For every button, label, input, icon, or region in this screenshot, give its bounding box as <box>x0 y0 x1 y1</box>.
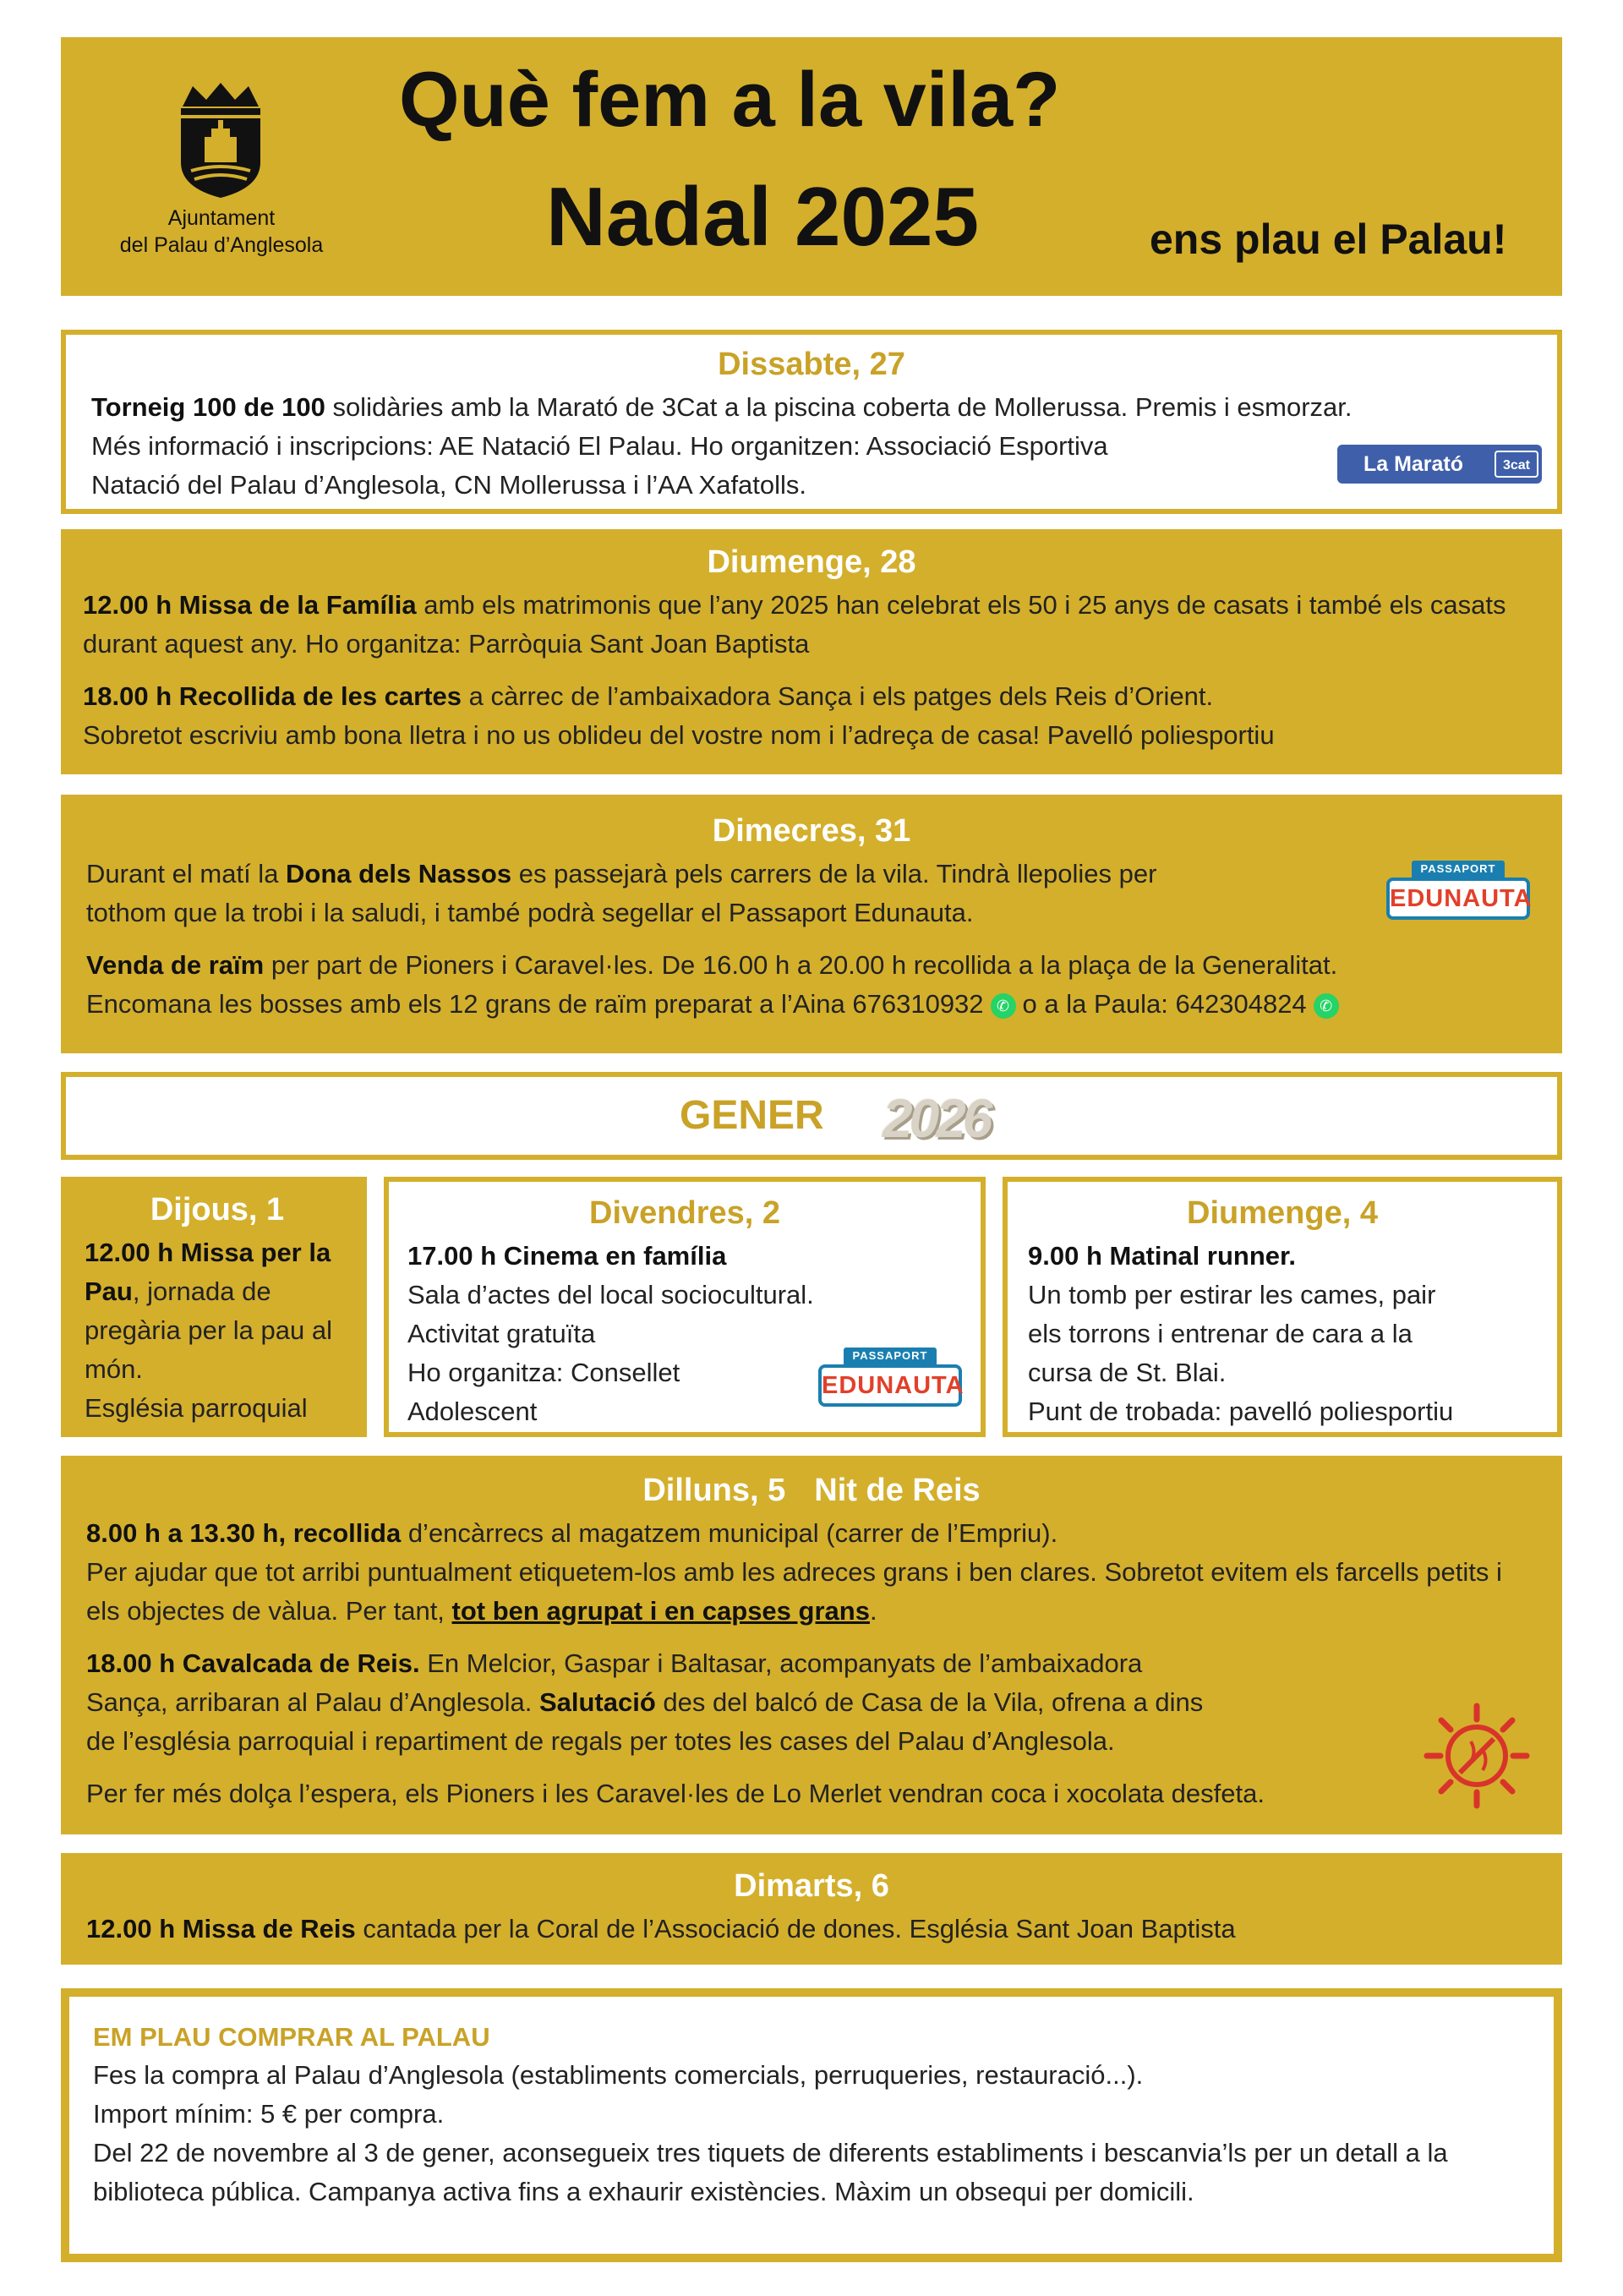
year-label: 2026 <box>883 1088 990 1149</box>
event-text <box>86 1644 1537 1683</box>
day-heading <box>86 1473 1537 1509</box>
event-info-line: Adolescent <box>407 1397 538 1426</box>
day-heading-extra: Nit de Reis <box>814 1473 981 1508</box>
event-description: des del balcó de Casa de la Vila, ofrena a dins <box>655 1687 1204 1717</box>
event-text <box>86 1683 1537 1722</box>
passaport-edunauta-logo <box>818 1348 965 1410</box>
shop-local-campaign <box>61 1988 1562 2262</box>
event-description: a càrrec de l’ambaixadora Sança i els patges dels Reis d’Orient. <box>462 681 1214 711</box>
day-heading: Dimecres, 31 <box>712 813 911 849</box>
event-description: per part de Pioners i Caravel·les. De 16.00 h a 20.00 h recollida a la plaça de la Generalitat. <box>264 950 1338 980</box>
event-dijous-1 <box>61 1177 367 1437</box>
event-diumenge-28 <box>61 529 1562 774</box>
event-info-line <box>86 985 1537 1024</box>
event-title: 12.00 h Missa per la Pau <box>85 1238 331 1306</box>
coat-of-arms-icon <box>174 81 267 200</box>
event-punctuation: . <box>869 1596 877 1626</box>
event-location: Església parroquial <box>85 1393 308 1423</box>
whatsapp-icon: ✆ <box>1314 993 1339 1019</box>
event-description: , jornada de pregària per la pau al món. <box>85 1276 332 1384</box>
event-info-line: Sobretot escriviu amb bona lletra i no us oblideu del vostre nom i l’adreça de casa! Pavelló poliesportiu <box>83 720 1275 750</box>
event-description: amb els matrimonis que l’any 2025 han celebrat els 50 i 25 anys de casats i també els casats durant aquest any. Ho organitza: Parròquia Sant Joan Baptista <box>83 590 1506 659</box>
event-text <box>83 586 1540 664</box>
la-marato-logo <box>1337 445 1542 484</box>
page-title: Què fem a la vila? <box>399 57 1061 143</box>
day-heading-date: Dilluns, 5 <box>642 1473 786 1508</box>
event-dimecres-31 <box>61 795 1562 1053</box>
event-title: Torneig 100 de 100 <box>91 392 325 422</box>
3cat-label: 3cat <box>1495 451 1538 478</box>
event-title: Dona dels Nassos <box>286 859 512 888</box>
event-title: 18.00 h Recollida de les cartes <box>83 681 462 711</box>
event-description: Sança, arribaran al Palau d’Anglesola. <box>86 1687 539 1717</box>
gluten-free-sun-icon <box>1422 1701 1532 1811</box>
event-info-line: Per fer més dolça l’espera, els Pioners i les Caravel·les de Lo Merlet vendran coca i xocolata desfeta. <box>86 1779 1265 1808</box>
event-info-line: els torrons i entrenar de cara a la <box>1028 1319 1413 1348</box>
passaport-edunauta-logo <box>1386 861 1533 923</box>
day-heading: Dijous, 1 <box>150 1192 285 1227</box>
event-text <box>86 1553 1537 1631</box>
event-text <box>91 388 1532 427</box>
event-highlight: tot ben agrupat i en capses grans <box>451 1596 870 1626</box>
event-info-line: Natació del Palau d’Anglesola, CN Mollerussa i l’AA Xafatolls. <box>91 470 807 500</box>
event-description: es passejarà pels carrers de la vila. Tindrà llepolies per <box>511 859 1157 888</box>
event-info-line: Activitat gratuïta <box>407 1319 596 1348</box>
event-info-line: Sala d’actes del local sociocultural. <box>407 1280 814 1309</box>
event-diumenge-4 <box>1003 1177 1562 1437</box>
event-info-line: tothom que la trobi i la saludi, i també podrà segellar el Passaport Edunauta. <box>86 898 974 927</box>
phone-paula: o a la Paula: 642304824 <box>1022 989 1307 1019</box>
event-title: Venda de raïm <box>86 950 265 980</box>
edunauta-label: EDUNAUTA <box>818 1364 962 1407</box>
page-subtitle: Nadal 2025 <box>545 170 980 263</box>
event-title: 17.00 h Cinema en família <box>407 1241 727 1271</box>
event-description: d’encàrrecs al magatzem municipal (carrer de l’Empriu). <box>401 1518 1058 1548</box>
event-text <box>86 1910 1537 1949</box>
event-title-line <box>407 1237 962 1276</box>
shop-local-inner <box>69 1997 1554 2254</box>
la-marato-label: La Marató <box>1363 452 1464 476</box>
phone-aina: Encomana les bosses amb els 12 grans de raïm preparat a l’Aina 676310932 <box>86 989 984 1019</box>
event-info-line: Ho organitza: Consellet <box>407 1358 680 1387</box>
event-info-line: Més informació i inscripcions: AE Natació El Palau. Ho organitzen: Associació Esportiva <box>91 431 1108 461</box>
event-title: 9.00 h Matinal runner. <box>1028 1241 1296 1271</box>
event-dissabte-27 <box>61 330 1562 514</box>
event-description: Per ajudar que tot arribi puntualment etiquetem-los amb les adreces grans i ben clares. Sobretot evitem els farcells petits i els objectes de vàlua. Per tant, <box>86 1557 1502 1626</box>
event-title: 12.00 h Missa de la Família <box>83 590 417 620</box>
event-text <box>86 946 1537 985</box>
edunauta-label: EDUNAUTA <box>1386 877 1530 920</box>
day-heading: Divendres, 2 <box>589 1195 780 1231</box>
day-heading: Diumenge, 28 <box>707 544 916 580</box>
event-text <box>83 677 1540 716</box>
event-description: Durant el matí la <box>86 859 287 888</box>
day-heading: Dissabte, 27 <box>718 347 905 382</box>
event-info-line: cursa de St. Blai. <box>1028 1358 1227 1387</box>
event-description: cantada per la Coral de l’Associació de dones. Església Sant Joan Baptista <box>355 1914 1236 1943</box>
campaign-title: EM PLAU COMPRAR AL PALAU <box>93 2022 490 2052</box>
event-title: 12.00 h Missa de Reis <box>86 1914 356 1943</box>
event-text <box>86 855 1537 894</box>
campaign-line: Import mínim: 5 € per compra. <box>93 2099 445 2129</box>
event-title: 18.00 h Cavalcada de Reis. <box>86 1648 420 1678</box>
event-title: 8.00 h a 13.30 h, recollida <box>86 1518 402 1548</box>
event-text <box>85 1233 350 1389</box>
campaign-line: Fes la compra al Palau d’Anglesola (establiments comercials, perruqueries, restauració...). <box>93 2060 1144 2090</box>
month-banner-gener <box>61 1072 1562 1160</box>
event-text <box>86 1514 1537 1553</box>
org-name-line2: del Palau d’Anglesola <box>119 233 324 257</box>
event-title-line <box>1028 1237 1537 1276</box>
header-banner <box>61 37 1562 296</box>
event-dilluns-5 <box>61 1456 1562 1834</box>
edunauta-top-label: PASSAPORT <box>1412 861 1505 877</box>
event-highlight: Salutació <box>538 1687 656 1717</box>
campaign-line: Del 22 de novembre al 3 de gener, aconsegueix tres tiquets de diferents establiments i bescanvia’ls per un detall a la biblioteca pública. Campanya activa fins a exhaurir existències. Màxim un obsequi per domicili. <box>93 2138 1448 2206</box>
event-divendres-2 <box>384 1177 986 1437</box>
event-info-line: de l’església parroquial i repartiment de regals per totes les cases del Palau d’Anglesola. <box>86 1726 1115 1756</box>
event-description: solidàries amb la Marató de 3Cat a la piscina coberta de Mollerussa. Premis i esmorzar. <box>325 392 1352 422</box>
event-description: En Melcior, Gaspar i Baltasar, acompanyats de l’ambaixadora <box>419 1648 1143 1678</box>
slogan: ens plau el Palau! <box>1150 216 1507 263</box>
day-heading: Diumenge, 4 <box>1187 1195 1378 1231</box>
month-label: GENER <box>680 1093 824 1138</box>
day-heading: Dimarts, 6 <box>734 1868 889 1904</box>
event-info-line: Punt de trobada: pavelló poliesportiu <box>1028 1397 1454 1426</box>
event-dimarts-6 <box>61 1853 1562 1965</box>
edunauta-top-label: PASSAPORT <box>844 1348 937 1364</box>
org-name-line1: Ajuntament <box>167 206 276 230</box>
whatsapp-icon: ✆ <box>991 993 1016 1019</box>
event-info-line: Un tomb per estirar les cames, pair <box>1028 1280 1436 1309</box>
